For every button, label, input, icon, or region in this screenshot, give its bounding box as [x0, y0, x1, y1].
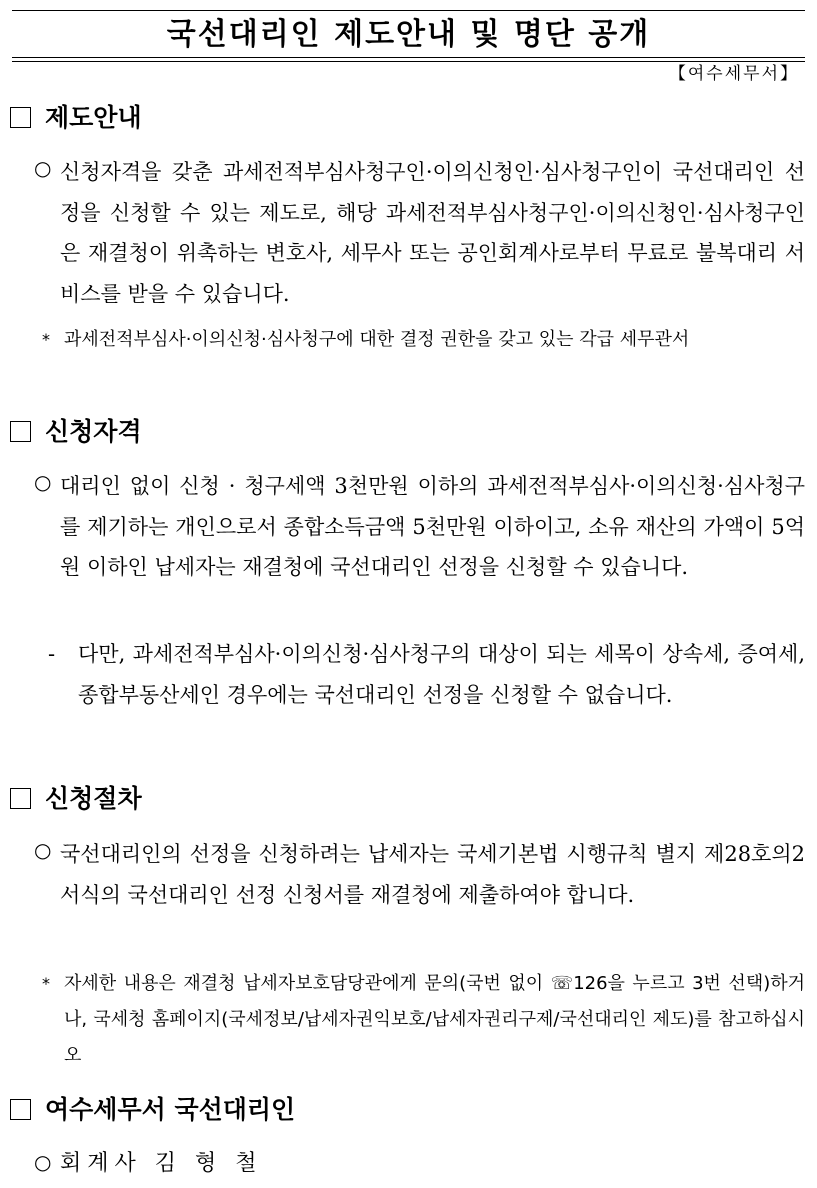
- checkbox-square-icon: [10, 421, 31, 442]
- page-title: 국선대리인 제도안내 및 명단 공개: [166, 17, 651, 52]
- asterisk-icon: *: [42, 974, 50, 993]
- top-rule: [12, 10, 805, 11]
- checkbox-square-icon: [10, 1099, 31, 1120]
- section-heading-procedure: 신청절차: [10, 783, 142, 815]
- procedure-note: 자세한 내용은 재결청 납세자보호담당관에게 문의(국번 없이 ☏126을 누르고 3번 선택)하거나, 국세청 홈페이지(국세정보/납세자권익보호/납세자권리구제/국선대리인 제도)를 참고하십시오: [64, 973, 805, 1066]
- section-heading-eligibility: 신청자격: [10, 416, 142, 448]
- eligibility-exception: 다만, 과세전적부심사·이의신청·심사청구의 대상이 되는 세목이 상속세, 증여세, 종합부동산세인 경우에는 국선대리인 선정을 신청할 수 없습니다.: [78, 642, 805, 707]
- section-heading-overview: 제도안내: [10, 102, 142, 134]
- overview-paragraph: 신청자격을 갖춘 과세전적부심사청구인·이의신청인·심사청구인이 국선대리인 선정을 신청할 수 있는 제도로, 해당 과세전적부심사청구인·이의신청인·심사청구인은 재결청이 위촉하는 변호사, 세무사 또는 공인회계사로부터 무료로 불복대리 서비스를 받을 수 있습니다.: [60, 160, 805, 306]
- eligibility-paragraph: 대리인 없이 신청 · 청구세액 3천만원 이하의 과세전적부심사·이의신청·심사청구를 제기하는 개인으로서 종합소득금액 5천만원 이하이고, 소유 재산의 가액이 5억원 이하인 납세자는 재결청에 국선대리인 선정을 신청할 수 있습니다.: [60, 474, 805, 579]
- section-heading-representative: 여수세무서 국선대리인: [10, 1094, 295, 1126]
- dash-bullet-icon: -: [48, 642, 56, 666]
- circle-bullet-icon: ○: [34, 1150, 52, 1174]
- representative-name: 회계사 김 형 철: [60, 1151, 263, 1176]
- procedure-paragraph: 국선대리인의 선정을 신청하려는 납세자는 국세기본법 시행규칙 별지 제28호의2서식의 국선대리인 선정 신청서를 재결청에 제출하여야 합니다.: [60, 842, 805, 907]
- asterisk-icon: *: [42, 330, 50, 349]
- circle-bullet-icon: ○: [34, 156, 52, 180]
- office-tag: 【여수세무서】: [668, 64, 799, 84]
- overview-note: 과세전적부심사·이의신청·심사청구에 대한 결정 권한을 갖고 있는 각급 세무관서: [64, 329, 690, 350]
- circle-bullet-icon: ○: [34, 470, 52, 494]
- checkbox-square-icon: [10, 788, 31, 809]
- checkbox-square-icon: [10, 107, 31, 128]
- circle-bullet-icon: ○: [34, 838, 52, 862]
